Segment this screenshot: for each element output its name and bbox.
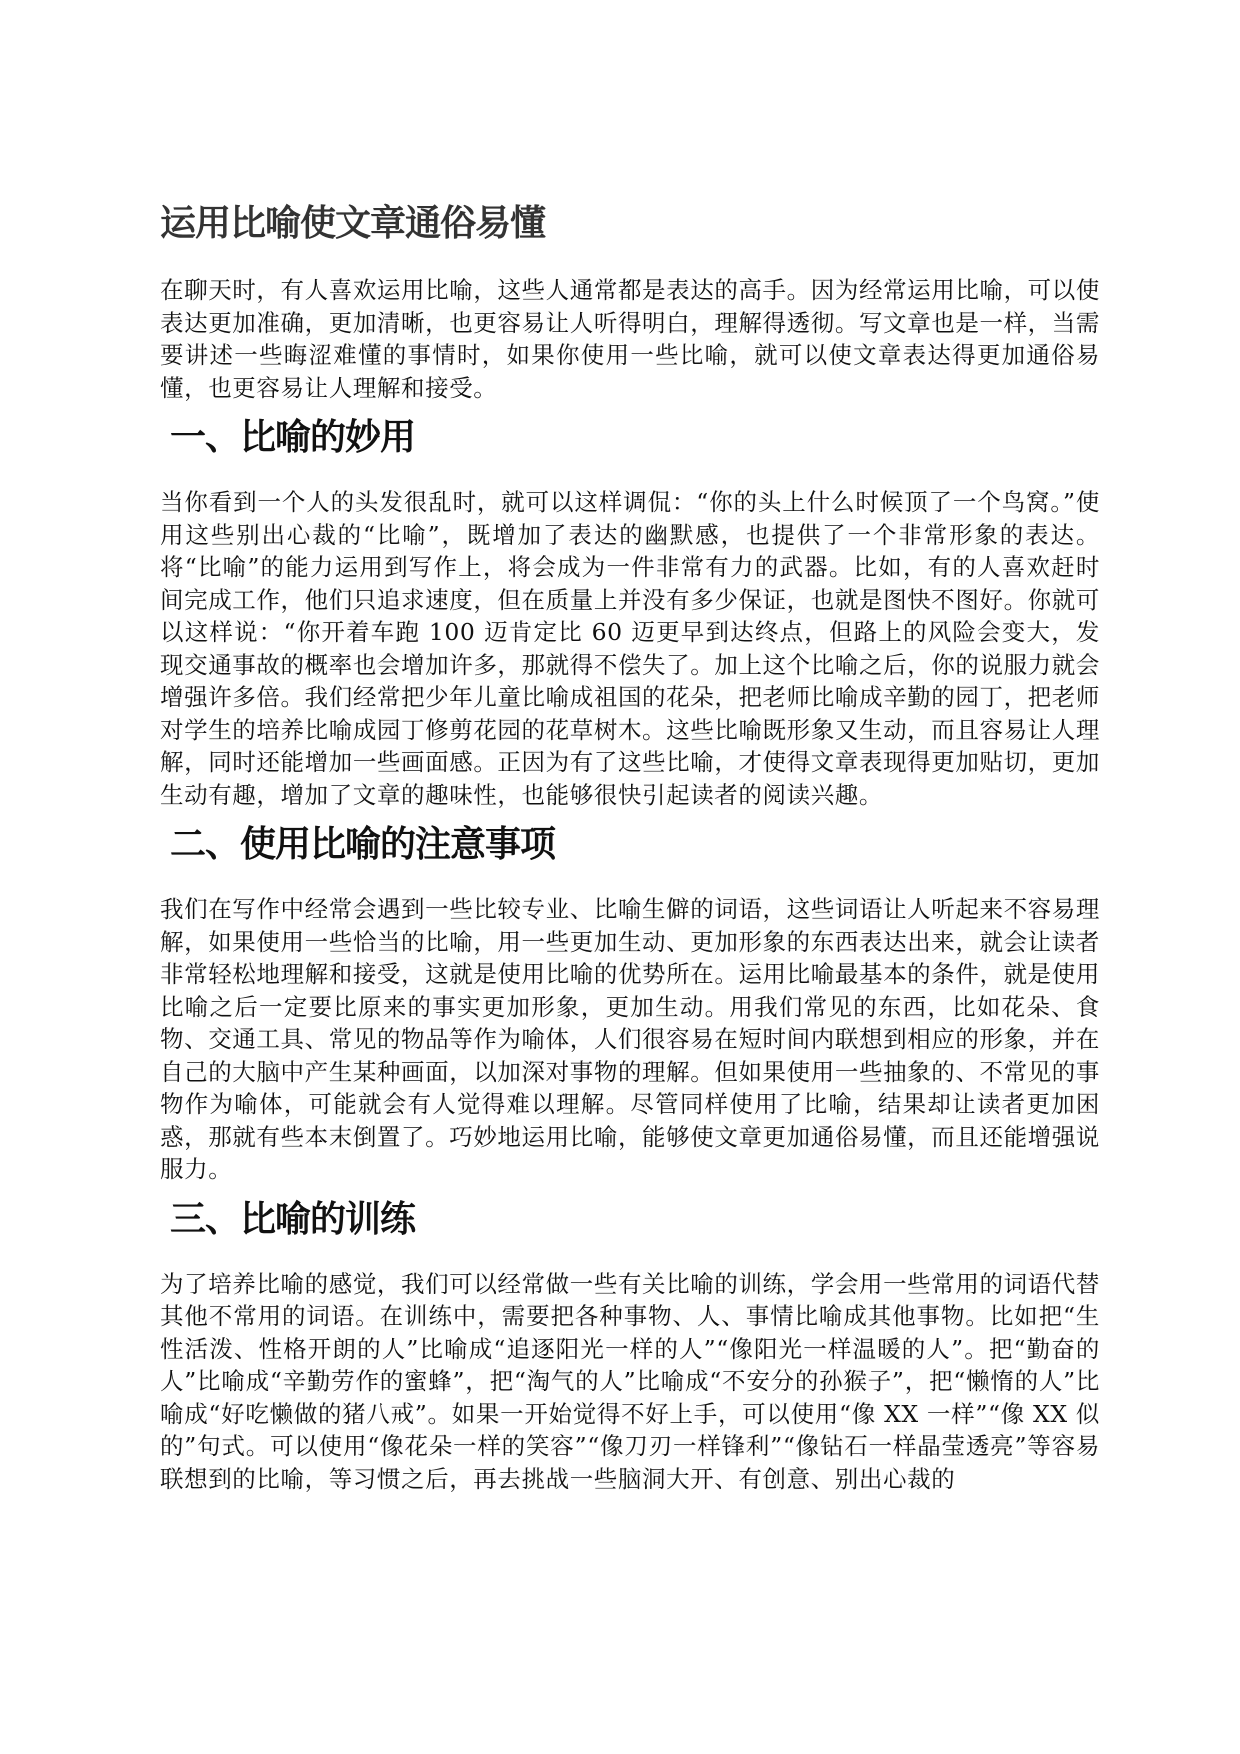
document-title: 运用比喻使文章通俗易懂 [160,203,546,244]
section-heading: 三、比喻的训练 [170,1198,416,1240]
section-training [160,1194,1100,1496]
section-notes [160,819,1100,1186]
section-heading: 二、使用比喻的注意事项 [170,824,556,865]
section-heading: 一、比喻的妙用 [170,417,416,458]
section-paragraph: 当你看到一个人的头发很乱时，就可以这样调侃：“你的头上什么时候顶了一个鸟窝。”使用这些别出心裁的“比喻”，既增加了表达的幽默感，也提供了一个非常形象的表达。将“比喻”的能力运用到写作上，将会成为一件非常有力的武器。比如，有的人喜欢赶时间完成工作，他们只追求速度，但在质量上并没有多少保证，也就是图快不图好。你就可以这样说：“你开着车跑 100 迈肯定比 60 迈更早到达终点，但路上的风险会变大，发现交通事故的概率也会增加许多，那就得不偿失了。加上这个比喻之后，你的说服力就会增强许多倍。我们经常把少年儿童比喻成祖国的花朵，把老师比喻成辛勤的园丁，把老师对学生的培养比喻成园丁修剪花园的花草树木。这些比喻既形象又生动，而且容易让人理解，同时还能增加一些画面感。正因为有了这些比喻，才使得文章表现得更加贴切，更加生动有趣，增加了文章的趣味性，也能够很快引起读者的阅读兴趣。 [160,488,1100,809]
section-usage [160,412,1100,811]
intro-paragraph: 在聊天时，有人喜欢运用比喻，这些人通常都是表达的高手。因为经常运用比喻，可以使表达更加准确，更加清晰，也更容易让人听得明白，理解得透彻。写文章也是一样，当需要讲述一些晦涩难懂的事情时，如果你使用一些比喻，就可以使文章表达得更加通俗易懂，也更容易让人理解和接受。 [160,276,1100,402]
section-paragraph: 我们在写作中经常会遇到一些比较专业、比喻生僻的词语，这些词语让人听起来不容易理解，如果使用一些恰当的比喻，用一些更加生动、更加形象的东西表达出来，就会让读者非常轻松地理解和接受，这就是使用比喻的优势所在。运用比喻最基本的条件，就是使用比喻之后一定要比原来的事实更加形象，更加生动。用我们常见的东西，比如花朵、食物、交通工具、常见的物品等作为喻体，人们很容易在短时间内联想到相应的形象，并在自己的大脑中产生某种画面，以加深对事物的理解。但如果使用一些抽象的、不常见的事物作为喻体，可能就会有人觉得难以理解。尽管同样使用了比喻，结果却让读者更加困惑，那就有些本末倒置了。巧妙地运用比喻，能够使文章更加通俗易懂，而且还能增强说服力。 [160,895,1100,1183]
document-page [160,200,1100,1503]
section-paragraph: 为了培养比喻的感觉，我们可以经常做一些有关比喻的训练，学会用一些常用的词语代替其他不常用的词语。在训练中，需要把各种事物、人、事情比喻成其他事物。比如把“生性活泼、性格开朗的人”比喻成“追逐阳光一样的人”“像阳光一样温暖的人”。把“勤奋的人”比喻成“辛勤劳作的蜜蜂”，把“淘气的人”比喻成“不安分的孙猴子”，把“懒惰的人”比喻成“好吃懒做的猪八戒”。如果一开始觉得不好上手，可以使用“像 XX 一样”“像 XX 似的”句式。可以使用“像花朵一样的笑容”“像刀刃一样锋利”“像钻石一样晶莹透亮”等容易联想到的比喻，等习惯之后，再去挑战一些脑洞大开、有创意、别出心裁的 [160,1269,1100,1493]
